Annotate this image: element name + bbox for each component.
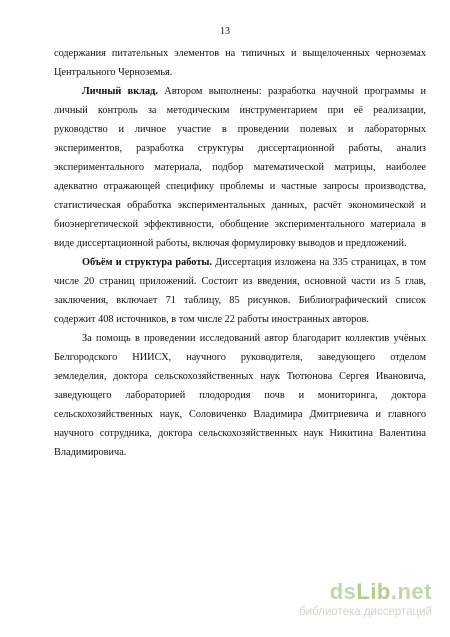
watermark-subtitle: библиотека диссертаций: [299, 606, 432, 618]
text-run: содержания питательных элементов на типичных и выщелоченных черноземах: [54, 48, 426, 59]
watermark-mid: Lib: [356, 579, 391, 604]
text-line: [54, 237, 426, 250]
text-run: сельскохозяйственных наук, Соловиченко Владимира Дмитриевича и главного: [54, 409, 426, 420]
text-line: [54, 142, 426, 155]
text-run: числе 20 страниц приложений. Состоит из введения, основной части из 5 глав,: [54, 276, 426, 287]
bold-run-heading: Личный вклад.: [82, 86, 158, 97]
text-line: [54, 427, 426, 440]
text-line: [54, 351, 426, 364]
text-line: [54, 47, 426, 60]
text-line: [54, 218, 426, 231]
text-run: заключения, включает 71 таблицу, 85 рисунков. Библиографический список: [54, 295, 426, 306]
text-run: Диссертация изложена на 335 страницах, в том: [212, 257, 426, 268]
text-run: адекватно отражающей специфику проблемы и частные запросы производства,: [54, 181, 426, 192]
text-run: статистическая обработка экспериментальных данных, расчёт экономической и: [54, 200, 426, 211]
watermark-prefix: ds: [329, 579, 357, 604]
watermark-logo-text: [330, 579, 432, 605]
text-line: [54, 123, 426, 136]
text-line: [54, 294, 426, 307]
text-run: руководство и личное участие в проведении полевых и лабораторных: [54, 124, 426, 135]
text-run: За помощь в проведении исследований автор благодарит коллектив учёных: [82, 333, 426, 344]
text-line: [82, 256, 426, 269]
text-line: [54, 446, 426, 459]
text-line: [54, 199, 426, 212]
bold-run-heading: Объём и структура работы.: [82, 257, 212, 268]
text-run: заведующего лабораторией плодородия почв и мониторинга, доктора: [54, 390, 426, 401]
watermark-suffix: .net: [390, 579, 432, 604]
text-run: биоэнергетической эффективности, обобщение экспериментального материала в: [54, 219, 426, 230]
watermark-logo: [282, 579, 432, 623]
text-line: [54, 161, 426, 174]
text-line: [54, 104, 426, 117]
text-line: [54, 370, 426, 383]
text-line: [54, 66, 426, 79]
text-run: Центрального Черноземья.: [54, 67, 173, 78]
text-line: [54, 389, 426, 402]
text-run: виде диссертационной работы, включая формулировку выводов и предложений.: [54, 238, 407, 249]
text-line: [54, 408, 426, 421]
text-run: личный контроль за методическим инструментарием при её реализации,: [54, 105, 426, 116]
text-run: земледелия, доктора сельскохозяйственных наук Тютюнова Сергея Ивановича,: [54, 371, 426, 382]
text-run: содержит 408 источников, в том числе 22 работы иностранных авторов.: [54, 314, 369, 325]
text-line: [54, 275, 426, 288]
text-line: [82, 85, 426, 98]
text-line: [54, 313, 426, 326]
page-number: 13: [220, 26, 230, 37]
text-line: [54, 180, 426, 193]
text-run: экспериментов, разработка структуры диссертационной работы, анализ: [54, 143, 426, 154]
text-run: Автором выполнены: разработка научной программы и: [157, 86, 426, 97]
text-run: экспериментального материала, подбор математической матрицы, наиболее: [54, 162, 426, 173]
text-run: научного сотрудника, доктора сельскохозяйственных наук Никитина Валентина: [54, 428, 426, 439]
text-run: Владимировича.: [54, 447, 127, 458]
text-line: [82, 332, 426, 345]
text-run: Белгородского НИИСХ, научного руководителя, заведующего отделом: [54, 352, 426, 363]
